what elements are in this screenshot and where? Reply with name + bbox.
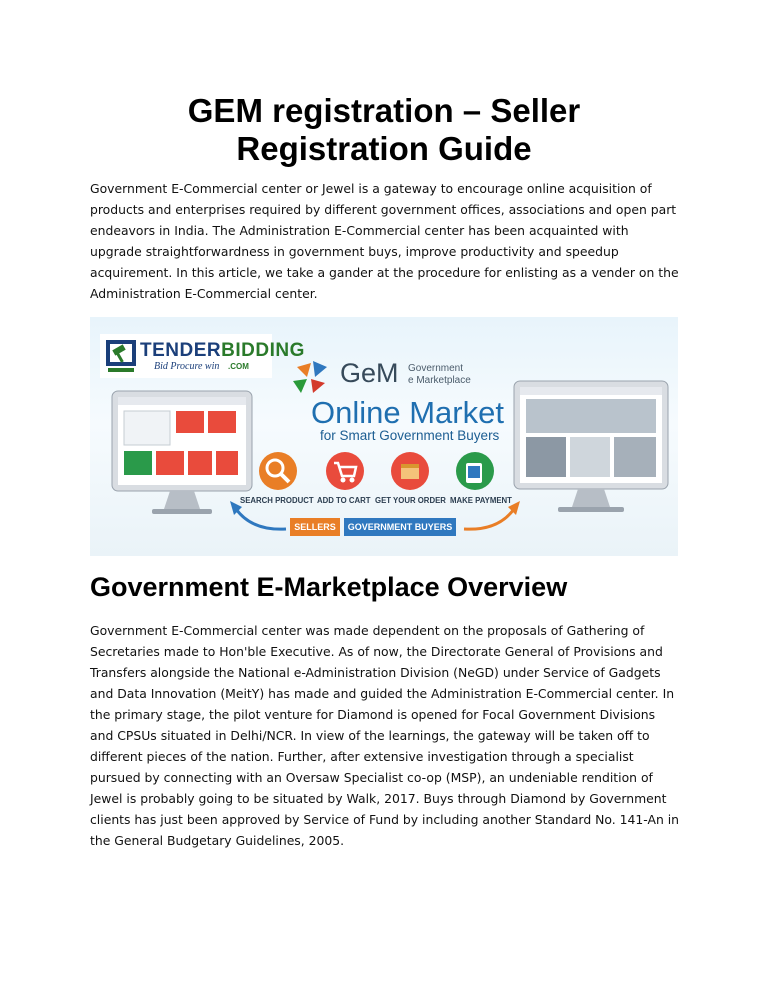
right-monitor-illustration [510,377,672,517]
step-add-to-cart: ADD TO CART [317,496,371,505]
get-order-icon [390,451,430,491]
section-heading: Government E-Marketplace Overview [90,572,568,602]
logo-wordmark: TENDERBIDDING [140,340,305,361]
left-curved-arrow-icon [228,499,288,535]
title-line-1: GEM registration – Seller [187,92,581,129]
overview-paragraph: Government E-Commercial center was made dependent on the proposals of Gathering of Secretaries made to Hon'ble Executive. As of now, the Directorate General of Provisions and Transfers alongside the National e-Administration Division (NeGD) under Service of Gadgets and Data Innovation (MeitY) has made and guided the Administration E-Commercial center. In the primary stage, the pilot venture for Diamond is opened for Focal Government Divisions and CPSUs situated in Delhi/NCR. In view of the learnings, the gateway will be taken off to different pieces of the nation. Further, after extensive investigation through a specialist pursued by connecting with an Oversaw Specialist co-op (MSP), an undeniable rendition of Jewel is probably going to be situated by Walk, 2017. Buys through Diamond by Government clients has just been approved by Service of Fund by including another Standard No. 141-An in the General Budgetary Guidelines, 2005. [90,623,680,848]
step-get-your-order: GET YOUR ORDER [375,496,446,505]
gem-star-icon [287,357,335,397]
gavel-icon [104,338,138,374]
search-product-icon [258,451,298,491]
banner-subheadline: for Smart Government Buyers [320,428,500,443]
banner-headline: Online Market [311,395,504,430]
make-payment-icon [455,451,495,491]
left-monitor-illustration [108,387,258,517]
gem-subtitle-1: Government [408,363,464,374]
add-to-cart-icon [325,451,365,491]
gem-banner-image [90,317,678,556]
gem-subtitle-2: e Marketplace [408,375,471,386]
intro-paragraph: Government E-Commercial center or Jewel is a gateway to encourage online acquisition of products and enterprises required by different government offices, associations and open part endeavors in India. The Administration E-Commercial center has been acquainted with upgrade straightforwardness in government buys, improve productivity and speedup acquirement. In this article, we take a gander at the procedure for enlisting as a vender on the Administration E-Commercial center. [90,181,679,301]
logo-domain: .COM [228,362,249,371]
logo-tagline: Bid Procure win [154,361,220,372]
gem-wordmark: GeM [340,358,399,388]
title-line-2: Registration Guide [236,130,532,167]
sellers-button: SELLERS [290,518,340,536]
government-buyers-button: GOVERNMENT BUYERS [344,518,456,536]
step-search-product: SEARCH PRODUCT [240,496,314,505]
step-make-payment: MAKE PAYMENT [450,496,512,505]
page-title [90,92,678,168]
tenderbidding-logo [100,334,305,378]
right-curved-arrow-icon [462,499,522,535]
